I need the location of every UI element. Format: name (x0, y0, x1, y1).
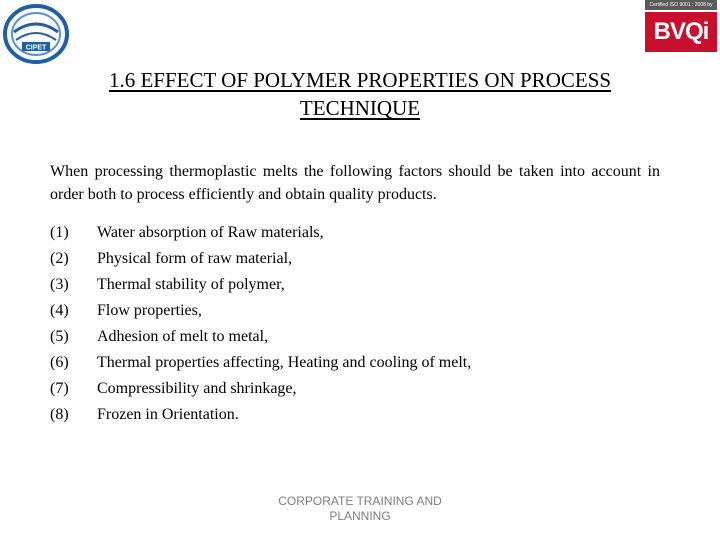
list-item-number: (1) (50, 224, 69, 241)
cipet-logo (2, 2, 70, 66)
certification-label: Certified ISO 9001 : 2008 by (645, 0, 717, 10)
bvqi-brand: BVQi (645, 12, 717, 52)
list-item (50, 298, 670, 324)
list-item (50, 272, 670, 298)
list-item (50, 402, 670, 428)
footer-line-1: CORPORATE TRAINING AND (278, 494, 442, 508)
list-item-number: (2) (50, 250, 69, 267)
cipet-emblem-icon (2, 2, 70, 66)
list-item-number: (7) (50, 380, 69, 397)
title-line-2: TECHNIQUE (299, 96, 421, 120)
list-item-number: (5) (50, 328, 69, 345)
list-item-text: Thermal stability of polymer, (97, 276, 285, 293)
cipet-logo-text: CIPET (25, 44, 47, 52)
list-item-text: Physical form of raw material, (97, 250, 293, 267)
list-item-number: (3) (50, 276, 69, 293)
list-item-text: Compressibility and shrinkage, (97, 380, 297, 397)
list-item-text: Water absorption of Raw materials, (97, 224, 324, 241)
page-title (40, 66, 680, 122)
list-item-text: Flow properties, (97, 302, 202, 319)
list-item-text: Thermal properties affecting, Heating and cooling of melt, (97, 354, 472, 371)
list-item-number: (6) (50, 354, 69, 371)
intro-paragraph: When processing thermoplastic melts the following factors should be taken into account in order both to process efficiently and obtain quality products. (50, 163, 660, 203)
list-item (50, 246, 670, 272)
list-item-number: (4) (50, 302, 69, 319)
list-item (50, 376, 670, 402)
list-item (50, 324, 670, 350)
factor-list (50, 220, 670, 428)
bvqi-certification-logo (645, 0, 717, 52)
list-item (50, 350, 670, 376)
list-item-text: Adhesion of melt to metal, (97, 328, 269, 345)
list-item-text: Frozen in Orientation. (97, 406, 239, 423)
footer (255, 494, 465, 524)
title-line-1: 1.6 EFFECT OF POLYMER PROPERTIES ON PROCESS (108, 68, 612, 92)
footer-line-2: PLANNING (329, 509, 391, 523)
list-item (50, 220, 670, 246)
list-item-number: (8) (50, 406, 69, 423)
